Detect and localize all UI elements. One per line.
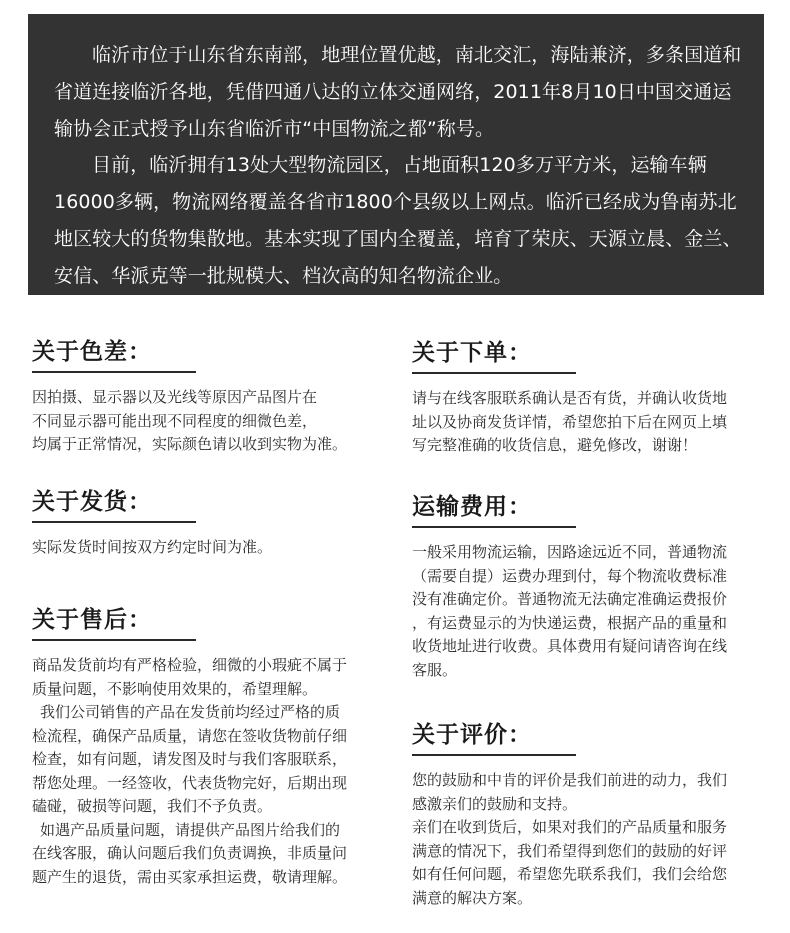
body-line: 一般采用物流运输，因路途远近不同，普通物流 [412,543,728,561]
section-title: 关于售后： [32,607,152,633]
section-title: 运输费用： [412,494,532,520]
section-title: 关于评价： [412,722,532,748]
title-underline [412,372,576,374]
section-after-sales [32,603,392,889]
section-body [32,654,392,889]
body-line: 如遇产品质量问题，请提供产品图片给我们的 [40,820,341,839]
intro-panel [28,14,764,295]
title-underline [32,521,196,523]
body-line: 因拍摄、显示器以及光线等原因产品图片在 [32,388,318,406]
body-line: 帮您处理。一经签收，代表货物完好，后期出现 [32,773,348,792]
section-title: 关于下单： [412,340,532,366]
body-line: 检查，如有问题，请发图及时与我们客服联系， [32,750,348,768]
body-line: ，有运费显示的为快递运费，根据产品的重量和 [412,613,728,632]
section-reviews [412,718,772,910]
body-line: （需要自提）运费办理到付，每个物流收费标准 [412,566,728,585]
title-underline [32,371,196,373]
body-line: 我们公司销售的产品在发货前均经过严格的质 [40,703,341,721]
body-line: 请与在线客服联系确认是否有货，并确认收货地 [412,389,728,407]
section-shipping [32,485,272,560]
body-line: 实际发货时间按双方约定时间为准。 [32,538,273,556]
body-line: 收货地址进行收费。具体费用有疑问请咨询在线 [412,637,728,655]
body-line: 感激亲们的鼓励和支持。 [412,794,578,813]
section-body [412,769,772,910]
body-line: 题产生的退货，需由买家承担运费，敬请理解。 [32,867,348,886]
body-line: 检流程，确保产品质量，请您在签收货物前仔细 [32,726,348,745]
body-line: 客服。 [412,660,458,679]
section-title: 关于发货： [32,489,152,515]
body-line: 亲们在收到货后，如果对我们的产品质量和服务 [412,818,728,836]
body-line: 如有任何问题，希望您先联系我们，我们会给您 [412,865,728,883]
section-title: 关于色差： [32,339,152,365]
body-line: 质量问题，不影响使用效果的，希望理解。 [32,679,318,698]
body-line: 写完整准确的收货信息，避免修改，谢谢！ [412,436,698,454]
title-underline [32,639,196,641]
body-line: 在线客服，确认问题后我们负责调换，非质量问 [32,844,348,862]
section-body [32,536,272,560]
section-body [32,386,347,457]
body-line: 不同显示器可能出现不同程度的细微色差， [32,411,318,430]
body-line: 满意的情况下，我们希望得到您们的鼓励的好评 [412,841,728,860]
section-color-difference [32,335,347,457]
intro-paragraph-2: 目前，临沂拥有13处大型物流园区，占地面积120多万平方米，运输车辆16000多辆，物流网络覆盖各省市1800个县级以上网点。临沂已经成为鲁南苏北地区较大的货物集散地。基本实现了国内全覆盖，培育了荣庆、天源立晨、金兰、安信、华派克等一批规模大、档次高的知名物流企业。 [54,154,742,287]
body-line: 您的鼓励和中肯的评价是我们前进的动力，我们 [412,771,728,789]
body-line: 均属于正常情况，实际颜色请以收到实物为准。 [32,435,348,453]
title-underline [412,526,576,528]
section-ordering [412,336,772,458]
intro-paragraph-1: 临沂市位于山东省东南部，地理位置优越，南北交汇，海陆兼济，多条国道和省道连接临沂各地，凭借四通八达的立体交通网络，2011年8月10日中国交通运输协会正式授予山东省临沂市“中国物流之都”称号。 [54,44,742,140]
body-line: 磕碰，破损等问题，我们不予负责。 [32,797,273,815]
body-line: 址以及协商发货详情，希望您拍下后在网页上填 [412,412,728,431]
section-shipping-fee [412,490,772,682]
title-underline [412,754,576,756]
body-line: 商品发货前均有严格检验，细微的小瑕疵不属于 [32,656,348,674]
section-body [412,387,772,458]
body-line: 满意的解决方案。 [412,888,533,907]
body-line: 没有准确定价。普通物流无法确定准确运费报价 [412,590,728,608]
section-body [412,541,772,682]
